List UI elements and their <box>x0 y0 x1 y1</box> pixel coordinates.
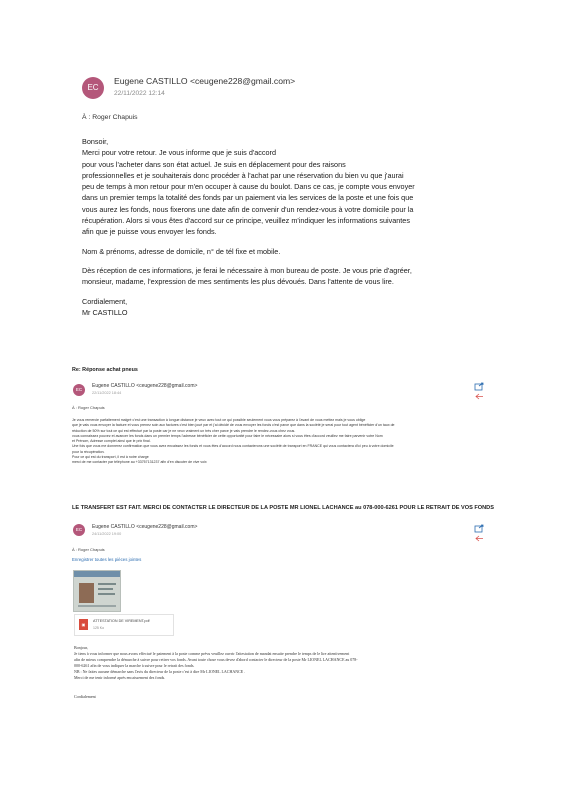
email-subject: Re: Réponse achat pneus <box>72 367 138 373</box>
body-line: Dès réception de ces informations, je ferai le nécessaire à mon bureau de poste. Je vous prie d'agréer, <box>82 265 412 275</box>
sender-name: Eugene CASTILLO <ceugene228@gmail.com> <box>114 76 296 86</box>
email-date: 24/11/2022 19:00 <box>92 532 122 536</box>
body-line: afin que je puisse vous envoyer les fonds. <box>82 227 217 237</box>
body-line: Nom & prénoms, adresse de domicile, n° de tél fixe et mobile. <box>82 246 281 256</box>
id-card-band <box>74 571 120 577</box>
recipient-line: À : Roger Chapuis <box>72 547 105 552</box>
sender-name: Eugene CASTILLO <ceugene228@gmail.com> <box>92 383 198 389</box>
body-line: 000-6261 afin de vous indiquer la marche à suivre pour le retrait des fonds. <box>74 663 195 669</box>
email-body <box>72 418 482 466</box>
email-body <box>82 136 482 326</box>
body-line: Merci de me tenir informé après encaissement des fonds. <box>74 675 166 681</box>
body-line: que je vais vous envoyer la facture et vous prenez soin aux factures c'est bien joué par et j'ai décidé de vous envoyer les fonds c'est parce que dans la société je serai pour tout agent bénéficier d'un taux de <box>72 423 395 428</box>
reply-icon[interactable] <box>475 393 484 400</box>
body-line: dans un premier temps la totalité des fonds par un paiement via les services de la poste et une fois que <box>82 193 414 203</box>
recipient-line: À : Roger Chapuis <box>82 114 138 121</box>
body-line: merci de me contacter par téléphone au +33757131237 afin d'en discuter de vive voix <box>72 460 207 465</box>
body-line: Je tiens à vous informer que nous avons effectué le paiement à la poste comme prévu veuillez ouvrir l'attestation de mandat ensuite prendre le temps de le lire attentivement <box>74 651 350 657</box>
id-photo <box>79 583 94 603</box>
body-line: Une fois que vous me donnerez confirmation que vous avez encaissez les fonds et vous êtes d'accord nous contacterons une société de transport en FRANCE qui vous contactera d'ici peu à votre domicile <box>72 444 394 449</box>
closing: Cordialement, <box>82 296 128 306</box>
id-card-attachment-image[interactable] <box>73 570 121 612</box>
body-line: récupération. Alors si vous êtes d'accord sur ce principe, veuillez m'indiquer les informations suivantes <box>82 216 410 226</box>
attachment-name: ATTESTATION DE VIREMENT.pdf <box>93 619 150 623</box>
closing: Cordialement <box>74 694 96 699</box>
body-line: vous aurez les fonds, nous fixerons une date afin de convenir d'un rendez-vous à votre domicile pour la <box>82 204 414 214</box>
save-all-attachments-link[interactable]: Enregistrer toutes les pièces jointes <box>72 557 142 562</box>
sender-avatar: EC <box>82 77 104 99</box>
email-date: 22/11/2022 18:44 <box>92 391 122 395</box>
share-icon[interactable] <box>474 524 484 533</box>
body-line: NB : Ne faites aucune démarche sans l'avis du directeur de la poste c'est à dire Mr LIONEL LACHANCE . <box>74 669 246 675</box>
body-line: pour vous l'acheter dans son état actuel. Je suis en déplacement pour des raisons <box>82 159 346 169</box>
sender-avatar: EC <box>73 384 85 396</box>
body-line: professionnelles et je souhaiterais donc procéder à l'achat par une réservation du bien vu que j'aurai <box>82 170 404 180</box>
sender-name: Eugene CASTILLO <ceugene228@gmail.com> <box>92 524 198 530</box>
body-line: Je vous remercie parfaitement malgré c'est une transaction à longue distance je veux avec tout ce qui possible seulement vous vous préparez à l'avant de vous mettez mais je vous oblige <box>72 418 366 422</box>
body-line: et Prénom, Adresse complet ainsi que le prix final. <box>72 439 151 444</box>
body-line: réduction de 50% sur tout ce qui est effectué par la poste car je ne veux vraiment un très cher parce je vais prendre le rendez-vous chez vous. <box>72 428 296 433</box>
body-line: afin de mieux comprendre la démarche à suivre pour retirer vos fonds. Avant toute chose vous devez d'abord contacter le directeur de la poste Mr LIONEL LACHANCE au 078- <box>74 657 358 663</box>
body-line: Merci pour votre retour. Je vous informe que je suis d'accord <box>82 148 277 158</box>
reply-icon[interactable] <box>475 535 484 542</box>
pdf-icon: ▣ <box>79 619 88 630</box>
body-line: peu de temps à mon retour pour m'en occuper à cause du boulot. Dans ce cas, je compte vous envoyer <box>82 182 415 192</box>
body-line: Bonsoir, <box>82 137 109 146</box>
transfer-heading: LE TRANSFERT EST FAIT. MERCI DE CONTACTER LE DIRECTEUR DE LA POSTE MR LIONEL LACHANCE au 078-000-6261 POUR LE RETRAIT DE VOS FONDS <box>72 505 494 511</box>
share-icon[interactable] <box>474 382 484 391</box>
body-line: Pour ce qui est du transport, il est à notre charge <box>72 455 149 460</box>
email-body <box>74 645 494 682</box>
body-line: pour la récupération. <box>72 449 105 454</box>
attachment-size: 125 Ko <box>93 626 105 630</box>
pdf-attachment[interactable] <box>74 614 174 636</box>
signature: Mr CASTILLO <box>82 307 128 317</box>
email-date: 22/11/2022 12:14 <box>114 90 165 97</box>
sender-avatar: EC <box>73 524 85 536</box>
body-line: monsieur, madame, l'expression de mes sentiments les plus dévoués. Dans l'attente de vous lire. <box>82 277 394 287</box>
body-line: Bonjour, <box>74 645 88 650</box>
recipient-line: À : Roger Chapuis <box>72 405 105 410</box>
body-line: vous connaissez pouvez et avancer les fonds dans un premier temps l'adresse bénéficier de cette opportunité pour faire le nécessaire alors si vous êtes d'accord veuillez me faire parvenir votre Nom <box>72 433 383 438</box>
